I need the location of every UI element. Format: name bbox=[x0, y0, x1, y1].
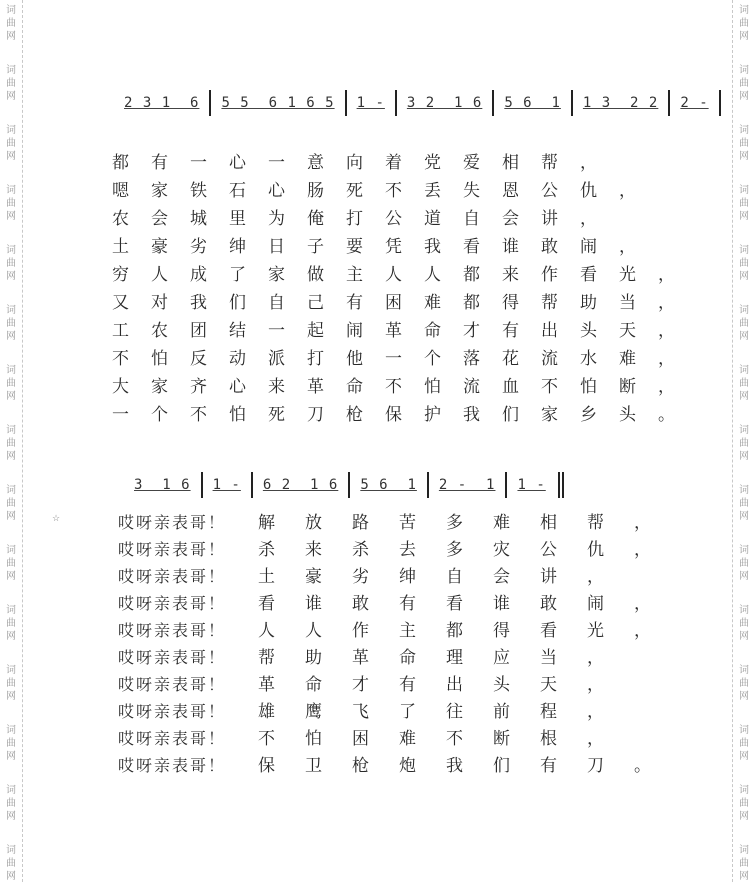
watermark-char: 词 bbox=[739, 725, 749, 736]
watermark-char: 词 bbox=[739, 185, 749, 196]
stray-mark: ☆ bbox=[52, 514, 61, 524]
notation-measure: 5 6 1 bbox=[360, 477, 417, 493]
watermark-char: 网 bbox=[6, 751, 16, 762]
lyric-line bbox=[118, 589, 681, 613]
lyric-line bbox=[112, 204, 619, 228]
watermark-char: 词 bbox=[739, 65, 749, 76]
watermark-char: 词 bbox=[6, 425, 16, 436]
watermark-text bbox=[736, 724, 752, 763]
watermark-text bbox=[736, 64, 752, 103]
watermark-char: 曲 bbox=[6, 798, 16, 809]
watermark-char: 词 bbox=[739, 845, 749, 856]
watermark-char: 曲 bbox=[6, 738, 16, 749]
watermark-char: 网 bbox=[6, 151, 16, 162]
watermark-char: 词 bbox=[739, 545, 749, 556]
notation-row-2 bbox=[128, 472, 688, 503]
watermark-char: 词 bbox=[6, 305, 16, 316]
watermark-char: 曲 bbox=[6, 198, 16, 209]
watermark-char: 词 bbox=[6, 245, 16, 256]
notation-measure: 6 2 1 6 bbox=[262, 477, 339, 493]
lyric-text: 穷人成了家做主人人都来作看光， bbox=[112, 265, 697, 285]
notation-measure: 1 - bbox=[517, 477, 546, 493]
watermark-char: 曲 bbox=[6, 258, 16, 269]
lyric-text: 看谁敢有看谁敢闹， bbox=[258, 594, 681, 614]
notation-measure: 1 - bbox=[356, 95, 385, 111]
watermark-char: 网 bbox=[739, 331, 749, 342]
lyric-line bbox=[112, 148, 619, 172]
lyric-text: 不怕困难不断根， bbox=[258, 729, 634, 749]
watermark-text bbox=[3, 424, 19, 463]
watermark-text bbox=[736, 484, 752, 523]
lyric-refrain: 哎呀亲表哥！ bbox=[118, 729, 227, 748]
lyric-text: 土豪劣绅自会讲， bbox=[258, 567, 634, 587]
lyric-line bbox=[118, 616, 681, 640]
lyric-refrain: 哎呀亲表哥！ bbox=[118, 513, 227, 532]
watermark-char: 曲 bbox=[739, 858, 749, 869]
watermark-char: 网 bbox=[739, 571, 749, 582]
watermark-text bbox=[736, 364, 752, 403]
watermark-char: 网 bbox=[739, 451, 749, 462]
watermark-char: 网 bbox=[6, 811, 16, 822]
watermark-char: 网 bbox=[6, 451, 16, 462]
watermark-char: 曲 bbox=[739, 798, 749, 809]
lyric-text: 农会城里为俺打公道自会讲， bbox=[112, 209, 619, 229]
watermark-text bbox=[736, 544, 752, 583]
watermark-text bbox=[736, 844, 752, 883]
lyric-line bbox=[118, 562, 634, 586]
watermark-char: 网 bbox=[739, 871, 749, 882]
watermark-text bbox=[736, 424, 752, 463]
watermark-char: 网 bbox=[6, 511, 16, 522]
watermark-char: 词 bbox=[6, 365, 16, 376]
watermark-char: 网 bbox=[6, 631, 16, 642]
lyric-text: 都有一心一意向着党爱相帮， bbox=[112, 153, 619, 173]
watermark-char: 词 bbox=[739, 305, 749, 316]
watermark-char: 网 bbox=[6, 91, 16, 102]
lyric-line bbox=[118, 751, 681, 775]
watermark-char: 曲 bbox=[739, 438, 749, 449]
watermark-text bbox=[3, 244, 19, 283]
watermark-char: 网 bbox=[6, 271, 16, 282]
watermark-char: 网 bbox=[6, 571, 16, 582]
barline bbox=[719, 90, 721, 116]
barline bbox=[345, 90, 347, 116]
watermark-char: 网 bbox=[739, 271, 749, 282]
notation-measure: 5 6 1 bbox=[504, 95, 561, 111]
lyric-text: 革命才有出头天， bbox=[258, 675, 634, 695]
watermark-char: 词 bbox=[6, 785, 16, 796]
notation-measure: 1 3 2 2 bbox=[582, 95, 659, 111]
watermark-char: 词 bbox=[739, 485, 749, 496]
lyric-line bbox=[112, 400, 697, 424]
watermark-char: 词 bbox=[6, 5, 16, 16]
watermark-text bbox=[736, 4, 752, 43]
watermark-text bbox=[736, 784, 752, 823]
notation-row-1 bbox=[118, 90, 709, 121]
lyric-refrain: 哎呀亲表哥！ bbox=[118, 648, 227, 667]
watermark-char: 曲 bbox=[739, 378, 749, 389]
lyric-line bbox=[112, 288, 697, 312]
watermark-char: 曲 bbox=[739, 258, 749, 269]
watermark-char: 网 bbox=[6, 691, 16, 702]
lyric-refrain: 哎呀亲表哥！ bbox=[118, 675, 227, 694]
watermark-char: 网 bbox=[6, 871, 16, 882]
lyric-line bbox=[118, 697, 634, 721]
watermark-char: 曲 bbox=[6, 498, 16, 509]
lyric-line bbox=[112, 316, 697, 340]
watermark-text bbox=[3, 544, 19, 583]
lyric-line bbox=[112, 260, 697, 284]
notation-measure: 2 - 1 bbox=[438, 477, 496, 493]
notation-measure: 3 1 6 bbox=[134, 477, 191, 493]
watermark-char: 曲 bbox=[6, 378, 16, 389]
watermark-char: 曲 bbox=[6, 318, 16, 329]
watermark-char: 曲 bbox=[739, 678, 749, 689]
watermark-char: 曲 bbox=[739, 618, 749, 629]
watermark-char: 网 bbox=[6, 331, 16, 342]
watermark-text bbox=[3, 664, 19, 703]
watermark-char: 网 bbox=[739, 631, 749, 642]
watermark-char: 网 bbox=[739, 91, 749, 102]
lyric-text: 解放路苦多难相帮， bbox=[258, 513, 681, 533]
watermark-char: 曲 bbox=[6, 858, 16, 869]
watermark-text bbox=[736, 244, 752, 283]
watermark-text bbox=[3, 304, 19, 343]
barline bbox=[201, 472, 203, 498]
watermark-text bbox=[736, 184, 752, 223]
watermark-char: 曲 bbox=[739, 558, 749, 569]
barline bbox=[251, 472, 253, 498]
watermark-char: 曲 bbox=[6, 78, 16, 89]
lyric-text: 工农团结一起闹革命才有出头天， bbox=[112, 321, 697, 341]
watermark-char: 网 bbox=[739, 511, 749, 522]
barline bbox=[209, 90, 211, 116]
barline bbox=[505, 472, 507, 498]
watermark-char: 网 bbox=[6, 31, 16, 42]
watermark-text bbox=[736, 124, 752, 163]
watermark-char: 曲 bbox=[6, 438, 16, 449]
lyric-refrain: 哎呀亲表哥！ bbox=[118, 702, 227, 721]
watermark-char: 词 bbox=[6, 65, 16, 76]
watermark-char: 曲 bbox=[739, 738, 749, 749]
lyric-text: 不怕反动派打他一个落花流水难， bbox=[112, 349, 697, 369]
watermark-text bbox=[3, 4, 19, 43]
lyric-text: 又对我们自己有困难都得帮助当， bbox=[112, 293, 697, 313]
lyric-text: 一个不怕死刀枪保护我们家乡头。 bbox=[112, 405, 697, 425]
lyric-text: 雄鹰飞了往前程， bbox=[258, 702, 634, 722]
watermark-char: 网 bbox=[6, 211, 16, 222]
watermark-char: 曲 bbox=[6, 18, 16, 29]
notation-measure: 1 - bbox=[212, 477, 241, 493]
lyric-text: 人人作主都得看光， bbox=[258, 621, 681, 641]
watermark-char: 曲 bbox=[739, 498, 749, 509]
watermark-char: 词 bbox=[739, 605, 749, 616]
watermark-char: 网 bbox=[739, 211, 749, 222]
watermark-text bbox=[3, 724, 19, 763]
lyric-line bbox=[118, 643, 634, 667]
watermark-char: 网 bbox=[739, 811, 749, 822]
lyric-refrain: 哎呀亲表哥！ bbox=[118, 567, 227, 586]
lyric-text: 杀来杀去多灾公仇， bbox=[258, 540, 681, 560]
watermark-text bbox=[3, 184, 19, 223]
lyric-refrain: 哎呀亲表哥！ bbox=[118, 540, 227, 559]
barline bbox=[571, 90, 573, 116]
barline bbox=[668, 90, 670, 116]
watermark-text bbox=[3, 484, 19, 523]
watermark-char: 曲 bbox=[739, 198, 749, 209]
lyric-text: 帮助革命理应当， bbox=[258, 648, 634, 668]
watermark-text bbox=[3, 604, 19, 643]
lyric-line bbox=[112, 344, 697, 368]
notation-measure: 2 - bbox=[680, 95, 709, 111]
watermark-char: 网 bbox=[739, 31, 749, 42]
watermark-char: 词 bbox=[6, 605, 16, 616]
watermark-text bbox=[736, 604, 752, 643]
notation-measure: 5 5 6 1 6 5 bbox=[221, 95, 335, 111]
watermark-char: 词 bbox=[6, 665, 16, 676]
watermark-char: 词 bbox=[6, 185, 16, 196]
watermark-char: 词 bbox=[6, 125, 16, 136]
lyric-line bbox=[112, 232, 658, 256]
watermark-char: 词 bbox=[739, 665, 749, 676]
final-barline bbox=[558, 472, 564, 498]
watermark-text bbox=[736, 304, 752, 343]
watermark-char: 词 bbox=[739, 125, 749, 136]
lyric-line bbox=[118, 670, 634, 694]
lyric-text: 保卫枪炮我们有刀。 bbox=[258, 756, 681, 776]
watermark-char: 网 bbox=[739, 151, 749, 162]
watermark-char: 词 bbox=[739, 5, 749, 16]
watermark-char: 网 bbox=[739, 751, 749, 762]
watermark-char: 词 bbox=[739, 365, 749, 376]
barline bbox=[395, 90, 397, 116]
notation-measure: 2 3 1 6 bbox=[124, 95, 200, 111]
watermark-char: 网 bbox=[6, 391, 16, 402]
lyric-refrain: 哎呀亲表哥！ bbox=[118, 594, 227, 613]
watermark-char: 词 bbox=[739, 785, 749, 796]
lyric-refrain: 哎呀亲表哥！ bbox=[118, 756, 227, 775]
watermark-char: 曲 bbox=[6, 678, 16, 689]
watermark-text bbox=[736, 664, 752, 703]
watermark-char: 词 bbox=[6, 845, 16, 856]
lyric-line bbox=[118, 535, 681, 559]
watermark-char: 词 bbox=[6, 545, 16, 556]
watermark-char: 曲 bbox=[6, 558, 16, 569]
watermark-text bbox=[3, 364, 19, 403]
barline bbox=[492, 90, 494, 116]
barline bbox=[427, 472, 429, 498]
watermark-char: 网 bbox=[739, 391, 749, 402]
watermark-char: 词 bbox=[739, 425, 749, 436]
watermark-char: 词 bbox=[739, 245, 749, 256]
watermark-char: 曲 bbox=[739, 318, 749, 329]
lyric-text: 大家齐心来革命不怕流血不怕断， bbox=[112, 377, 697, 397]
watermark-char: 网 bbox=[739, 691, 749, 702]
lyric-line bbox=[118, 508, 681, 532]
lyric-refrain: 哎呀亲表哥！ bbox=[118, 621, 227, 640]
lyric-line bbox=[118, 724, 634, 748]
watermark-char: 曲 bbox=[739, 18, 749, 29]
lyric-line bbox=[112, 372, 697, 396]
watermark-text bbox=[3, 124, 19, 163]
lyric-text: 土豪劣绅日子要凭我看谁敢闹， bbox=[112, 237, 658, 257]
watermark-text bbox=[3, 784, 19, 823]
watermark-char: 词 bbox=[6, 725, 16, 736]
watermark-char: 曲 bbox=[6, 138, 16, 149]
lyric-text: 嗯家铁石心肠死不丢失恩公仇， bbox=[112, 181, 658, 201]
watermark-char: 曲 bbox=[739, 138, 749, 149]
notation-measure: 3 2 1 6 bbox=[406, 95, 483, 111]
barline bbox=[348, 472, 350, 498]
lyric-line bbox=[112, 176, 658, 200]
watermark-char: 曲 bbox=[739, 78, 749, 89]
watermark-text bbox=[3, 844, 19, 883]
watermark-char: 曲 bbox=[6, 618, 16, 629]
watermark-text bbox=[3, 64, 19, 103]
watermark-char: 词 bbox=[6, 485, 16, 496]
